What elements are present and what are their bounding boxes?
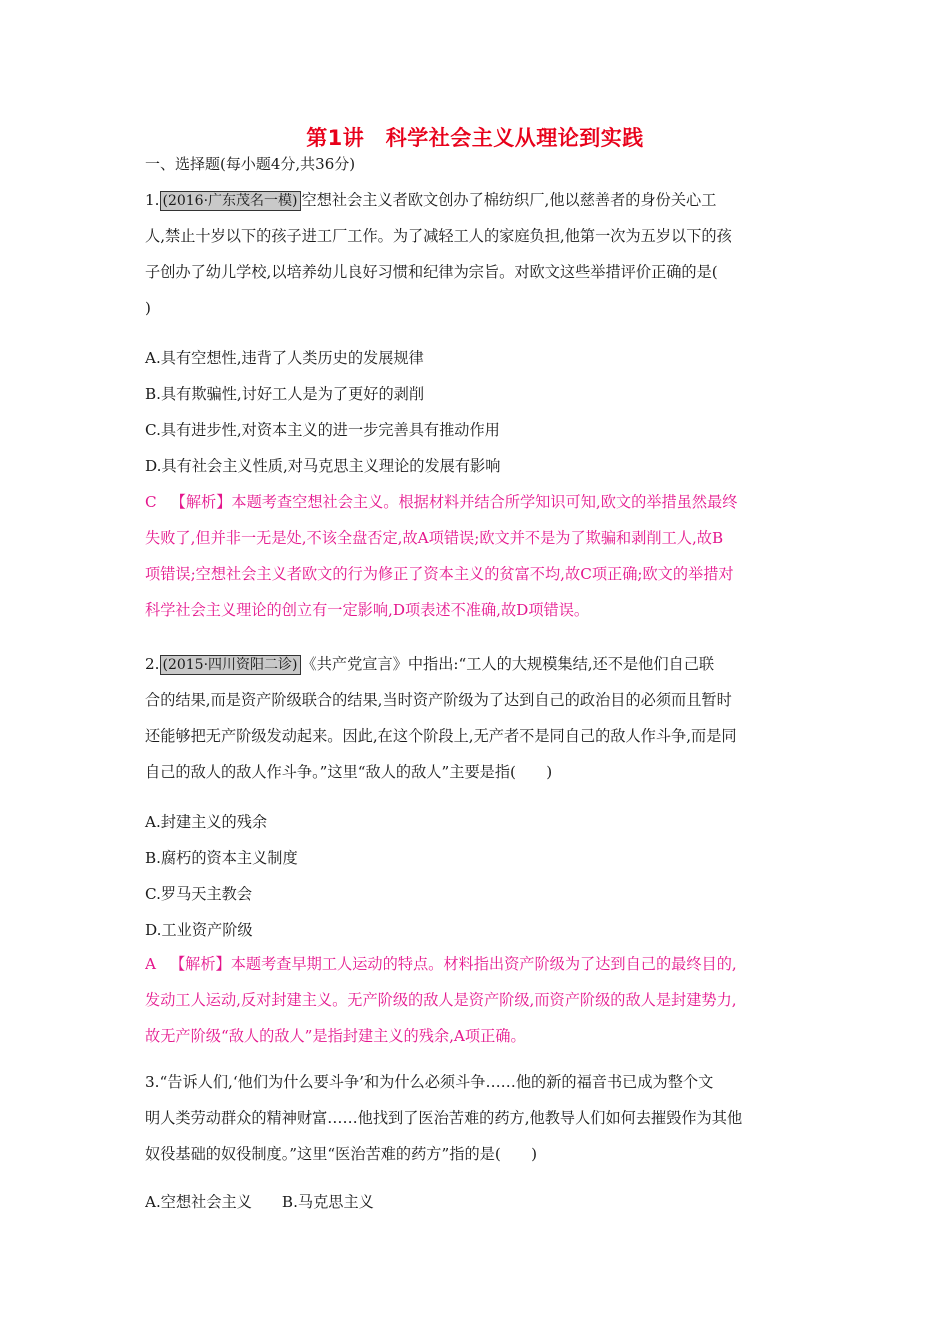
question-text: 《共产党宣言》中指出:“工人的大规模集结,还不是他们自己联 xyxy=(301,655,715,673)
question-2-line: 自己的敌人的敌人作斗争。”这里“敌人的敌人”主要是指( ) xyxy=(145,763,553,781)
section-heading: 一、选择题(每小题4分,共36分) xyxy=(145,155,356,173)
question-number: 2. xyxy=(145,655,160,673)
options-row xyxy=(145,1184,805,1220)
answer-line: 项错误;空想社会主义者欧文的行为修正了资本主义的贫富不均,故C项正确;欧文的举措对 xyxy=(145,565,734,583)
option-b: B.具有欺骗性,讨好工人是为了更好的剥削 xyxy=(145,385,425,403)
answer-text: 【解析】本题考查早期工人运动的特点。材料指出资产阶级为了达到自己的最终目的, xyxy=(169,955,737,973)
question-1-line: 子创办了幼儿学校,以培养幼儿良好习惯和纪律为宗旨。对欧文这些举措评价正确的是( xyxy=(145,263,718,281)
question-3-line: 奴役基础的奴役制度。”这里“医治苦难的药方”指的是( ) xyxy=(145,1145,538,1163)
question-2 xyxy=(145,646,805,790)
answer-line: 科学社会主义理论的创立有一定影响,D项表述不准确,故D项错误。 xyxy=(145,601,590,619)
source-tag: (2015·四川资阳二诊) xyxy=(160,655,301,675)
option-d: D.具有社会主义性质,对马克思主义理论的发展有影响 xyxy=(145,457,501,475)
answer-text: 【解析】本题考查空想社会主义。根据材料并结合所学知识可知,欧文的举措虽然最终 xyxy=(170,493,738,511)
question-1-options xyxy=(145,340,805,484)
source-tag: (2016·广东茂名一模) xyxy=(160,191,301,211)
question-3-options xyxy=(145,1184,805,1220)
answer-1 xyxy=(145,484,805,628)
option-c: C.罗马天主教会 xyxy=(145,885,253,903)
question-3 xyxy=(145,1064,805,1172)
option-a: A.封建主义的残余 xyxy=(145,813,268,831)
question-2-line: 还能够把无产阶级发动起来。因此,在这个阶段上,无产者不是同自己的敌人作斗争,而是同 xyxy=(145,727,737,745)
option-b: B.马克思主义 xyxy=(281,1193,374,1211)
option-b: B.腐朽的资本主义制度 xyxy=(145,849,298,867)
option-c: C.具有进步性,对资本主义的进一步完善具有推动作用 xyxy=(145,421,500,439)
question-1 xyxy=(145,182,805,326)
answer-line xyxy=(145,946,805,982)
question-1-line: ) xyxy=(145,299,151,317)
answer-line: 失败了,但并非一无是处,不该全盘否定,故A项错误;欧文并不是为了欺骗和剥削工人,故B xyxy=(145,529,724,547)
answer-line: 发动工人运动,反对封建主义。无产阶级的敌人是资产阶级,而资产阶级的敌人是封建势力, xyxy=(145,991,737,1009)
question-2-line xyxy=(145,646,805,682)
question-number: 1. xyxy=(145,191,160,209)
option-d: D.工业资产阶级 xyxy=(145,921,253,939)
answer-line: 故无产阶级“敌人的敌人”是指封建主义的残余,A项正确。 xyxy=(145,1027,526,1045)
question-2-line: 合的结果,而是资产阶级联合的结果,当时资产阶级为了达到自己的政治目的必须而且暂时 xyxy=(145,691,732,709)
question-1-line: 人,禁止十岁以下的孩子进工厂工作。为了减轻工人的家庭负担,他第一次为五岁以下的孩 xyxy=(145,227,732,245)
question-3-line: 3.“告诉人们,‘他们为什么要斗争’和为什么必须斗争……他的新的福音书已成为整个文 xyxy=(145,1073,714,1091)
answer-letter: C xyxy=(145,493,157,511)
option-a: A.空想社会主义 xyxy=(145,1193,252,1211)
answer-2 xyxy=(145,946,805,1054)
answer-letter: A xyxy=(145,955,156,973)
question-text: 空想社会主义者欧文创办了棉纺织厂,他以慈善者的身份关心工 xyxy=(301,191,717,209)
option-a: A.具有空想性,违背了人类历史的发展规律 xyxy=(145,349,424,367)
question-2-options xyxy=(145,804,805,948)
page-title: 第1讲 科学社会主义从理论到实践 xyxy=(306,126,644,150)
question-3-line: 明人类劳动群众的精神财富……他找到了医治苦难的药方,他教导人们如何去摧毁作为其他 xyxy=(145,1109,743,1127)
answer-line xyxy=(145,484,805,520)
question-1-line xyxy=(145,182,805,218)
